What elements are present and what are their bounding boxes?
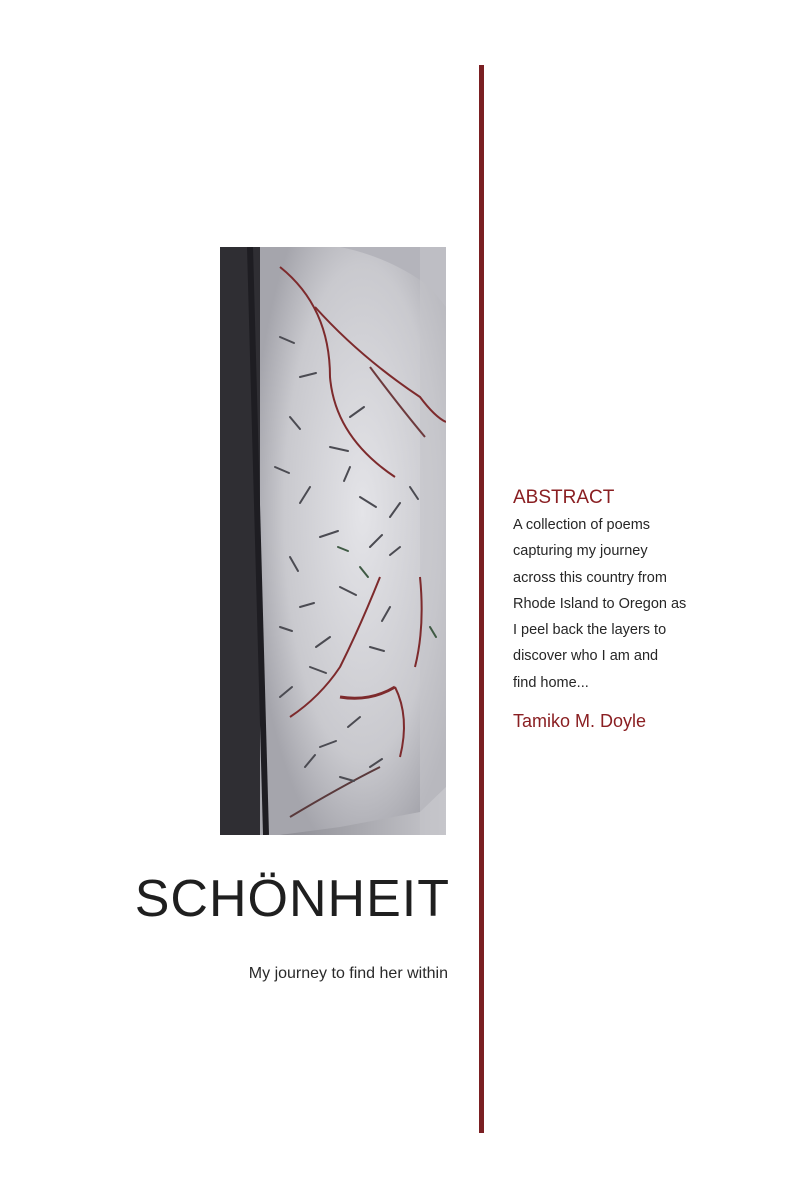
book-title: SCHÖNHEIT bbox=[134, 870, 450, 928]
abstract-line: I peel back the layers to bbox=[513, 622, 667, 639]
abstract-text bbox=[513, 512, 763, 696]
abstract-line: capturing my journey bbox=[513, 543, 648, 560]
abstract-painting-image bbox=[220, 247, 446, 835]
author-name: Tamiko M. Doyle bbox=[513, 711, 647, 732]
abstract-line: find home... bbox=[513, 674, 589, 691]
abstract-block bbox=[513, 486, 763, 733]
abstract-line: Rhode Island to Oregon as bbox=[513, 595, 687, 612]
abstract-line: discover who I am and bbox=[513, 648, 659, 665]
abstract-heading: ABSTRACT bbox=[513, 487, 615, 508]
book-subtitle: My journey to find her within bbox=[248, 965, 448, 982]
cover-artwork bbox=[220, 247, 446, 835]
vertical-divider bbox=[479, 65, 484, 1133]
abstract-line: across this country from bbox=[513, 569, 667, 586]
abstract-line: A collection of poems bbox=[513, 517, 651, 533]
